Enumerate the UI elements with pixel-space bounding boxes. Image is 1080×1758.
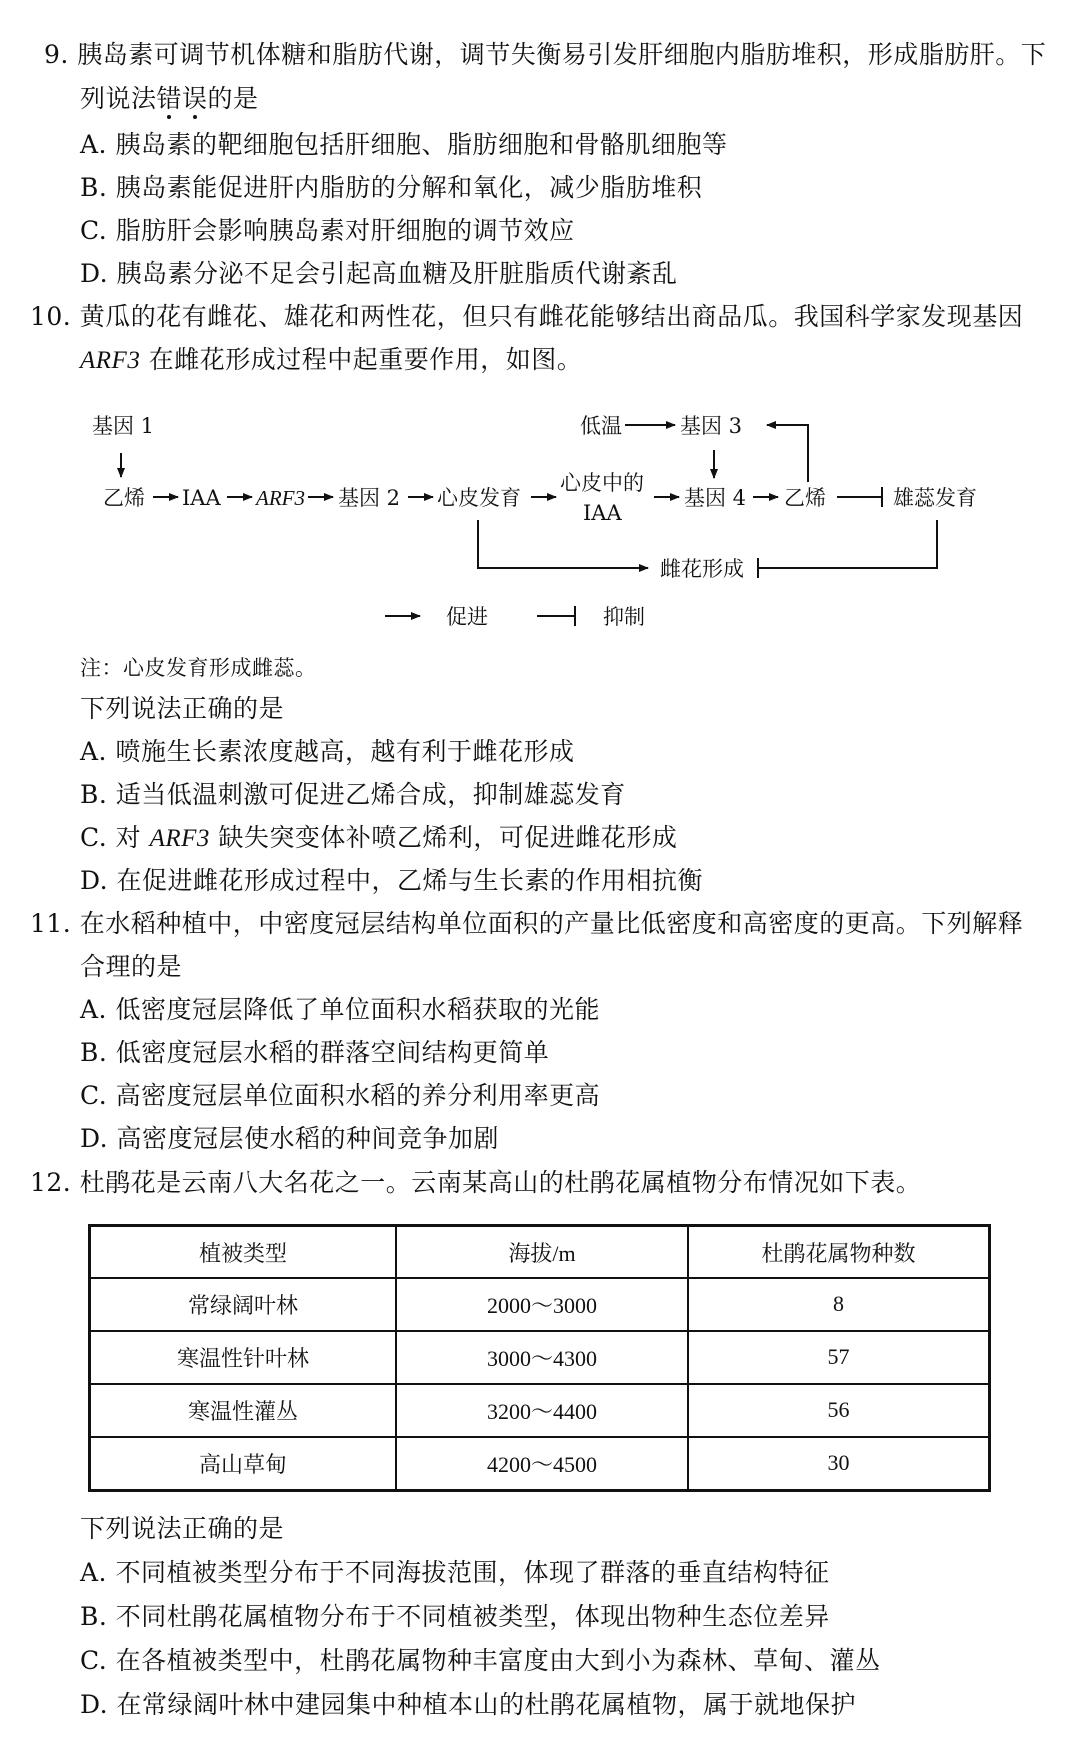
table-row [90,1437,990,1491]
legend-inhibit-label: 抑制 [603,605,645,629]
q9-emphasis-char-1: 错 [156,84,183,113]
node-gene3: 基因 3 [680,414,743,438]
q12-option-b: B. 不同杜鹃花属植物分布于不同植被类型，体现出物种生态位差异 [80,1602,830,1631]
table-cell: 57 [688,1331,990,1384]
arrow-mesocarp-female [478,520,648,568]
q9-option-a: A. 胰岛素的靶细胞包括肝细胞、脂肪细胞和骨骼肌细胞等 [80,130,728,159]
node-female-flower: 雌花形成 [660,557,744,581]
q10-option-a: A. 喷施生长素浓度越高，越有利于雌花形成 [80,737,575,766]
q10-gene-name: ARF3 [80,347,141,374]
table-cell: 3200～4400 [396,1384,688,1437]
node-mesocarp-iaa-line2: IAA [583,501,622,525]
q12-stem: 12. 杜鹃花是云南八大名花之一。云南某高山的杜鹃花属植物分布情况如下表。 [30,1168,922,1197]
table-cell: 2000～3000 [396,1278,688,1331]
node-mesocarp-development: 心皮发育 [437,486,521,510]
legend-promote-label: 促进 [446,605,488,629]
q9-stem-line1: 9. 胰岛素可调节机体糖和脂肪代谢，调节失衡易引发肝细胞内脂肪堆积，形成脂肪肝。下 [44,40,1047,69]
q10-option-b: B. 适当低温刺激可促进乙烯合成，抑制雄蕊发育 [80,780,626,809]
q12-option-c: C. 在各植被类型中，杜鹃花属物种丰富度由大到小为森林、草甸、灌丛 [80,1646,881,1675]
node-gene4: 基因 4 [684,486,747,510]
table-header-cell: 植被类型 [90,1226,397,1279]
q12-option-a: A. 不同植被类型分布于不同海拔范围，体现了群落的垂直结构特征 [80,1558,830,1587]
table-row [90,1384,990,1437]
q12-option-d: D. 在常绿阔叶林中建园集中种植本山的杜鹃花属植物，属于就地保护 [80,1690,857,1719]
table-row [90,1331,990,1384]
node-iaa: IAA [182,486,221,510]
q10-prompt: 下列说法正确的是 [80,694,285,723]
q10-option-c-post: 缺失突变体补喷乙烯利，可促进雌花形成 [218,823,678,852]
node-low-temp: 低温 [580,414,622,438]
table-cell: 56 [688,1384,990,1437]
q12-prompt: 下列说法正确的是 [80,1514,285,1543]
node-mesocarp-iaa-line1: 心皮中的 [560,471,644,495]
node-ethylene-1: 乙烯 [103,486,145,510]
inhibit-stamen-female [758,520,937,568]
q9-option-d: D. 胰岛素分泌不足会引起高血糖及肝脏脂质代谢紊乱 [80,259,678,288]
table-cell: 30 [688,1437,990,1491]
table-cell: 寒温性灌丛 [90,1384,397,1437]
q11-stem-line2: 合理的是 [80,952,183,981]
q9-stem-text: 列说法 [80,84,157,113]
table-header-cell: 海拔/m [396,1226,688,1279]
q10-diagram-arrows [0,0,1080,640]
q12-data-table [88,1224,991,1492]
q11-option-d: D. 高密度冠层使水稻的种间竞争加剧 [80,1124,500,1153]
q11-option-c: C. 高密度冠层单位面积水稻的养分利用率更高 [80,1081,601,1110]
table-cell: 3000～4300 [396,1331,688,1384]
table-cell: 8 [688,1278,990,1331]
q9-emphasis-char-2: 误 [182,84,208,113]
q11-option-b: B. 低密度冠层水稻的群落空间结构更简单 [80,1038,550,1067]
table-row [90,1278,990,1331]
node-stamen-development: 雄蕊发育 [893,486,977,510]
q10-stem-rest: 在雌花形成过程中起重要作用，如图。 [148,345,583,374]
node-gene2: 基因 2 [338,486,401,510]
table-cell: 常绿阔叶林 [90,1278,397,1331]
table-cell: 高山草甸 [90,1437,397,1491]
arrow-ethylene-gene3-feedback [767,425,808,482]
q10-note: 注：心皮发育形成雌蕊。 [80,656,317,680]
q9-option-b: B. 胰岛素能促进肝内脂肪的分解和氧化，减少脂肪堆积 [80,173,703,202]
node-gene1: 基因 1 [92,414,155,438]
table-cell: 寒温性针叶林 [90,1331,397,1384]
q9-option-c: C. 脂肪肝会影响胰岛素对肝细胞的调节效应 [80,216,575,245]
q9-stem-end: 的是 [207,84,259,113]
table-cell: 4200～4500 [396,1437,688,1491]
q11-stem-line1: 11. 在水稻种植中，中密度冠层结构单位面积的产量比低密度和高密度的更高。下列解释 [30,909,1024,938]
q10-option-c-gene: ARF3 [149,825,210,852]
node-ethylene-2: 乙烯 [784,486,826,510]
q11-option-a: A. 低密度冠层降低了单位面积水稻获取的光能 [80,995,600,1024]
q10-option-d: D. 在促进雌花形成过程中，乙烯与生长素的作用相抗衡 [80,866,704,895]
q10-option-c [80,821,677,856]
table-header-cell: 杜鹃花属物种数 [688,1226,990,1279]
q10-stem-line1: 10. 黄瓜的花有雌花、雄花和两性花，但只有雌花能够结出商品瓜。我国科学家发现基因 [30,302,1024,331]
node-arf3: ARF3 [256,486,305,510]
table-header-row [90,1226,990,1279]
q10-option-c-pre: C. 对 [80,823,142,852]
